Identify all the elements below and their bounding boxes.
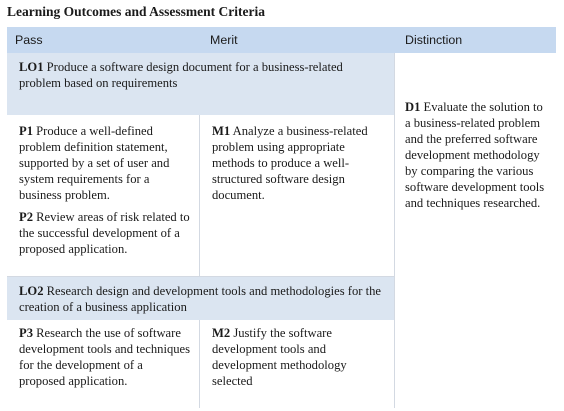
distinction-cell <box>395 53 556 408</box>
p3-text: Research the use of software development tools and techniques for the development of a proposed application. <box>19 326 191 388</box>
p1-text: Produce a well-defined problem definition statement, supported by a set of user and system requirements for a business problem. <box>19 124 170 202</box>
lo1-text: Produce a software design document for a business-related problem based on requirements <box>19 60 343 90</box>
header-merit: Merit <box>199 27 394 53</box>
lo1-statement <box>7 53 394 115</box>
lo1-merit-cell <box>200 115 394 276</box>
document-title: Learning Outcomes and Assessment Criteria <box>7 4 265 19</box>
divider <box>199 320 200 408</box>
p3-code: P3 <box>19 326 33 340</box>
m2-code: M2 <box>212 326 231 340</box>
m2-text: Justify the software development tools and development methodology selected <box>212 326 347 388</box>
criterion-m1 <box>212 123 386 203</box>
criterion-m2 <box>212 325 386 389</box>
header-distinction: Distinction <box>394 27 556 53</box>
header-pass: Pass <box>7 27 199 53</box>
m1-code: M1 <box>212 124 231 138</box>
p2-text: Review areas of risk related to the successful development of a proposed application. <box>19 210 190 256</box>
d1-code: D1 <box>405 100 421 114</box>
d1-text: Evaluate the solution to a business-related problem and the preferred software development methodology by comparing the various software development tools and techniques researched. <box>405 100 545 210</box>
criterion-d1 <box>405 99 550 211</box>
lo2-statement <box>7 277 394 320</box>
criterion-p3 <box>19 325 191 389</box>
divider <box>7 276 394 277</box>
lo2-pass-cell <box>7 320 199 408</box>
criterion-p2 <box>19 209 191 257</box>
p2-code: P2 <box>19 210 33 224</box>
criterion-p1 <box>19 123 191 203</box>
lo1-pass-cell <box>7 115 199 276</box>
m1-text: Analyze a business-related problem using appropriate methods to produce a well-structured software design document. <box>212 124 368 202</box>
p1-code: P1 <box>19 124 33 138</box>
divider <box>394 53 395 408</box>
lo2-text: Research design and development tools and methodologies for the creation of a business application <box>19 284 381 314</box>
assessment-criteria-table <box>7 27 556 408</box>
lo2-code: LO2 <box>19 284 44 298</box>
divider <box>199 115 200 276</box>
lo2-merit-cell <box>200 320 394 408</box>
lo1-code: LO1 <box>19 60 44 74</box>
